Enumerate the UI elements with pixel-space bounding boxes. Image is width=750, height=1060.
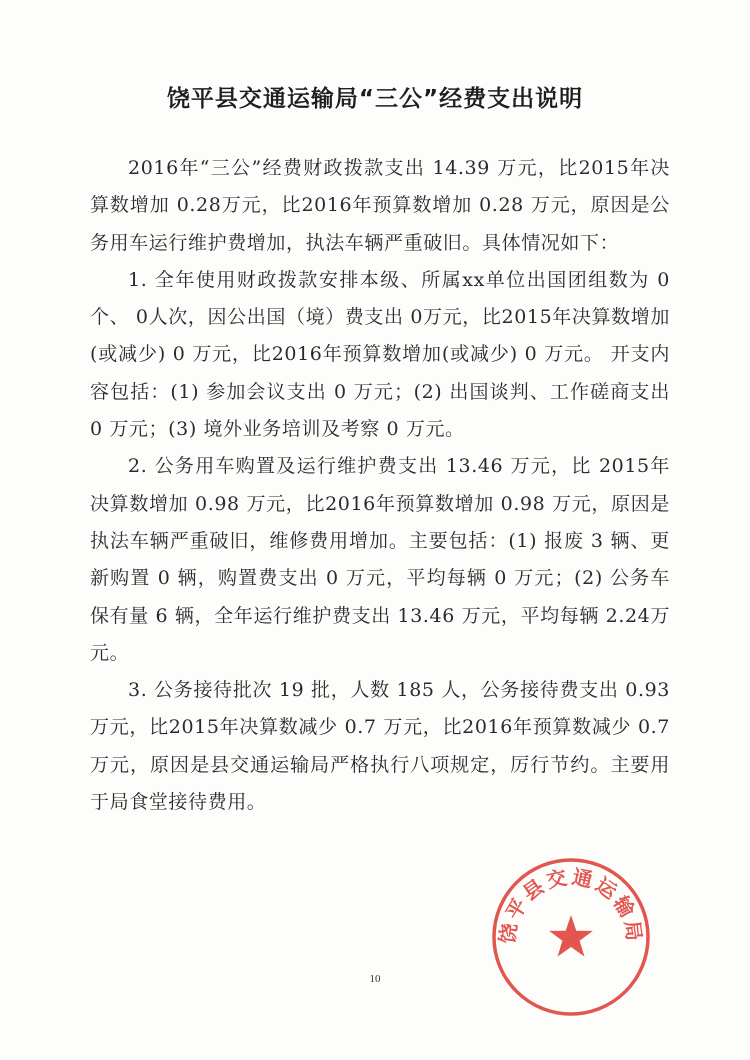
official-seal xyxy=(489,855,653,1019)
page-number: 10 xyxy=(369,973,381,985)
seal-icon xyxy=(489,855,653,1019)
document-title: 饶平县交通运输局“三公”经费支出说明 xyxy=(166,86,584,112)
paragraph-official-vehicles: 2. 公务用车购置及运行维护费支出 13.46 万元，比 2015年决算数增加 0.98 万元，比2016年预算数增加 0.98 万元，原因是执法车辆严重破旧，维修费用增加。主要包括：(1) 报废 3 辆、更新购置 0 辆，购置费支出 0 万元，平均每辆 0 万元；(2) 公务车保有量 6 辆，全年运行维护费支出 13.46 万元，平均每辆 2.24万元。 xyxy=(90,455,670,664)
paragraph-overseas-travel: 1. 全年使用财政拨款安排本级、所属xx单位出国团组数为 0个、 0人次，因公出国（境）费支出 0万元，比2015年决算数增加(或减少) 0 万元，比2016年预算数增加(或减少) 0 万元。 开支内容包括：(1) 参加会议支出 0 万元；(2) 出国谈判、工作磋商支出 0 万元；(3) 境外业务培训及考察 0 万元。 xyxy=(90,268,670,441)
paragraph-official-reception: 3. 公务接待批次 19 批，人数 185 人，公务接待费支出 0.93万元，比2015年决算数减少 0.7 万元，比2016年预算数减少 0.7万元，原因是县交通运输局严格执行八项规定，厉行节约。主要用于局食堂接待费用。 xyxy=(90,679,670,814)
seal-star-icon xyxy=(549,915,593,957)
document-body xyxy=(90,150,670,821)
svg-text:饶平县交通运输局: 饶平县交通运输局 xyxy=(495,864,647,946)
paragraph-summary: 2016年“三公”经费财政拨款支出 14.39 万元，比2015年决算数增加 0.28万元，比2016年预算数增加 0.28 万元，原因是公务用车运行维护费增加，执法车辆严重破旧。具体情况如下： xyxy=(90,157,670,254)
